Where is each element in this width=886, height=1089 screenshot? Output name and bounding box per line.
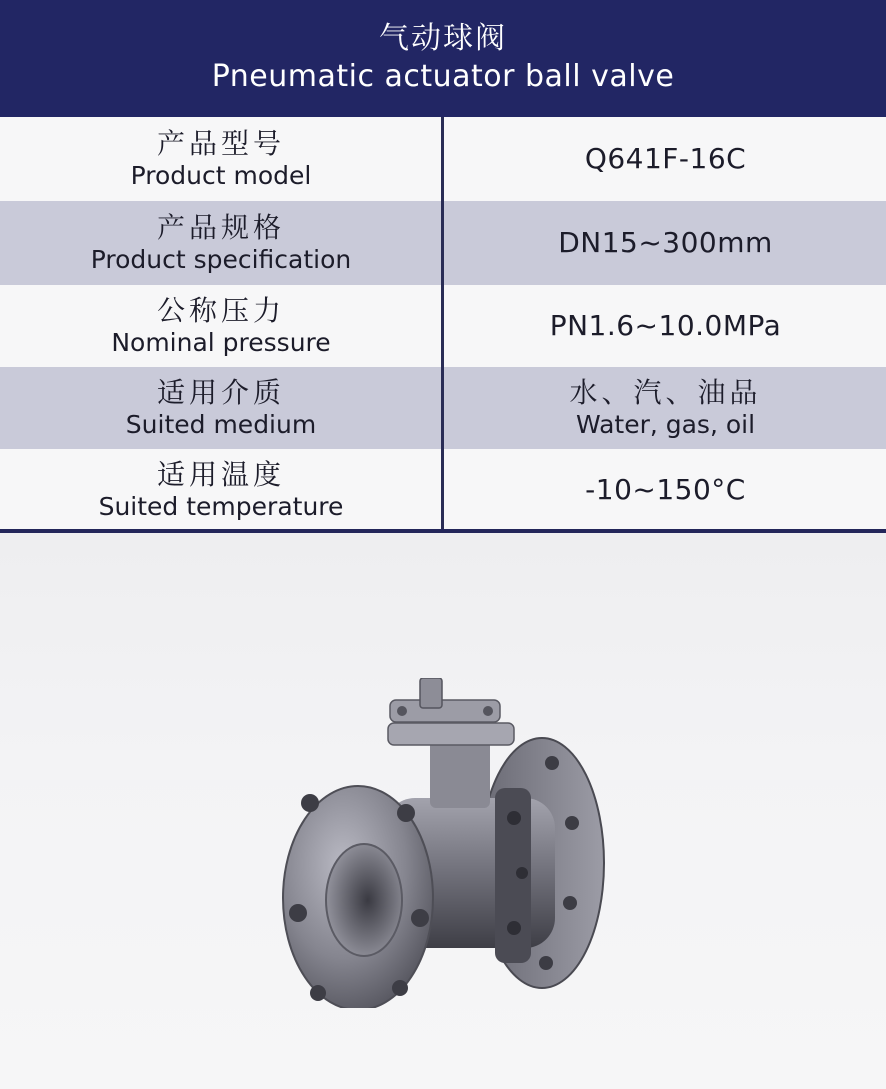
spec-value: [445, 117, 886, 201]
spec-label: [0, 201, 442, 285]
spec-value: [445, 201, 886, 285]
value-text: -10~150°C: [585, 472, 746, 506]
product-photo: [0, 533, 886, 1089]
value-text: DN15~300mm: [558, 226, 773, 259]
title-banner: [0, 0, 886, 117]
title-en: Pneumatic actuator ball valve: [211, 59, 675, 94]
spec-label: [0, 449, 442, 530]
value-text: Q641F-16C: [584, 142, 747, 175]
value-en: Water, gas, oil: [575, 410, 756, 439]
spec-value: [445, 449, 886, 530]
label-en: Suited temperature: [98, 491, 344, 521]
label-en: Product model: [130, 161, 312, 190]
column-divider: [441, 117, 444, 530]
label-zh: 产品规格: [156, 211, 285, 244]
label-en: Suited medium: [125, 410, 317, 439]
title-zh: 气动球阀: [379, 21, 507, 56]
label-en: Product specification: [90, 245, 352, 274]
spec-label: [0, 367, 442, 449]
label-en: Nominal pressure: [111, 328, 331, 357]
spec-value: [445, 285, 886, 367]
label-zh: 适用温度: [156, 457, 285, 491]
spec-label: [0, 285, 442, 367]
label-zh: 适用介质: [156, 376, 285, 409]
label-zh: 公称压力: [156, 294, 285, 327]
value-text: PN1.6~10.0MPa: [549, 309, 782, 342]
spec-value: [445, 367, 886, 449]
spec-label: [0, 117, 442, 201]
ball-valve-image: [270, 678, 620, 1008]
value-zh: 水、汽、油品: [569, 376, 762, 409]
label-zh: 产品型号: [156, 127, 285, 160]
